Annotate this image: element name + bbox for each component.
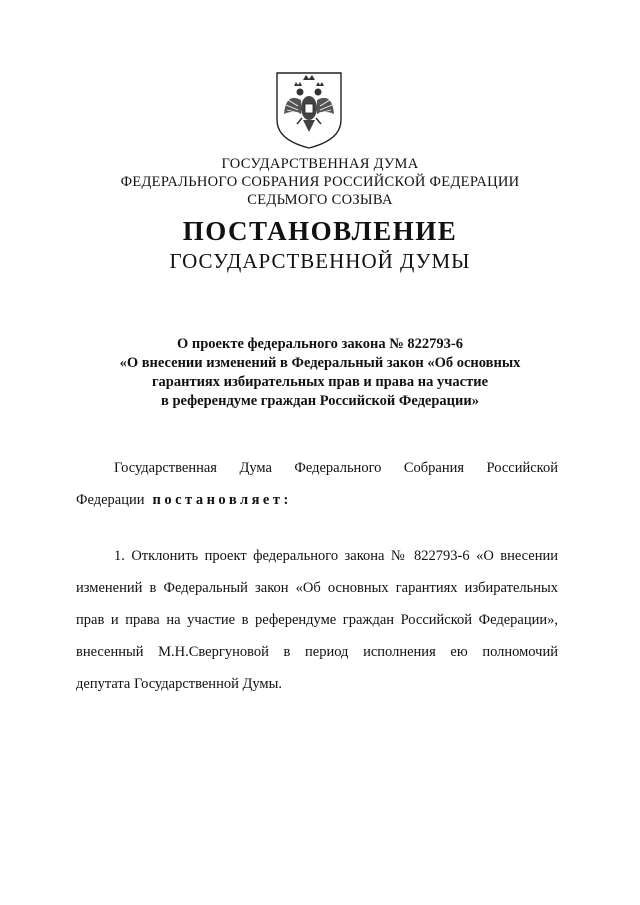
subject-line: «О внесении изменений в Федеральный закон «Об основных (119, 355, 521, 371)
document-type: ПОСТАНОВЛЕНИЕ (182, 216, 458, 246)
subject-line: О проекте федерального закона № 822793-6 (176, 336, 464, 352)
org-line: СЕДЬМОГО СОЗЫВА (247, 192, 393, 208)
document-issuer: ГОСУДАРСТВЕННОЙ ДУМЫ (169, 249, 471, 273)
subject-line: гарантиях избирательных прав и права на участие (151, 374, 489, 390)
coat-of-arms-icon (274, 70, 344, 150)
resolution-verb: постановляет: (152, 492, 292, 508)
preamble-line: Государственная Дума Федерального Собрания Российской (114, 460, 558, 476)
document-subject (80, 335, 560, 411)
org-line: ФЕДЕРАЛЬНОГО СОБРАНИЯ РОССИЙСКОЙ ФЕДЕРАЦИИ (120, 174, 520, 190)
resolution-item-1 (76, 540, 558, 700)
item-line: изменений в Федеральный закон «Об основных гарантиях избирательных (76, 580, 558, 596)
issuing-body (0, 155, 640, 209)
item-line: внесенный М.Н.Свергуновой в период исполнения ею полномочий (76, 644, 558, 660)
item-line: 1. Отклонить проект федерального закона № 822793-6 «О внесении (114, 548, 558, 564)
preamble-text: Федерации (76, 492, 145, 508)
subject-line: в референдуме граждан Российской Федерации» (160, 393, 480, 409)
preamble-line (76, 484, 558, 516)
item-line: прав и права на участие в референдуме граждан Российской Федерации», (76, 612, 558, 628)
item-line: депутата Государственной Думы. (76, 676, 282, 692)
org-line: ГОСУДАРСТВЕННАЯ ДУМА (221, 156, 419, 172)
preamble-paragraph (76, 452, 558, 516)
